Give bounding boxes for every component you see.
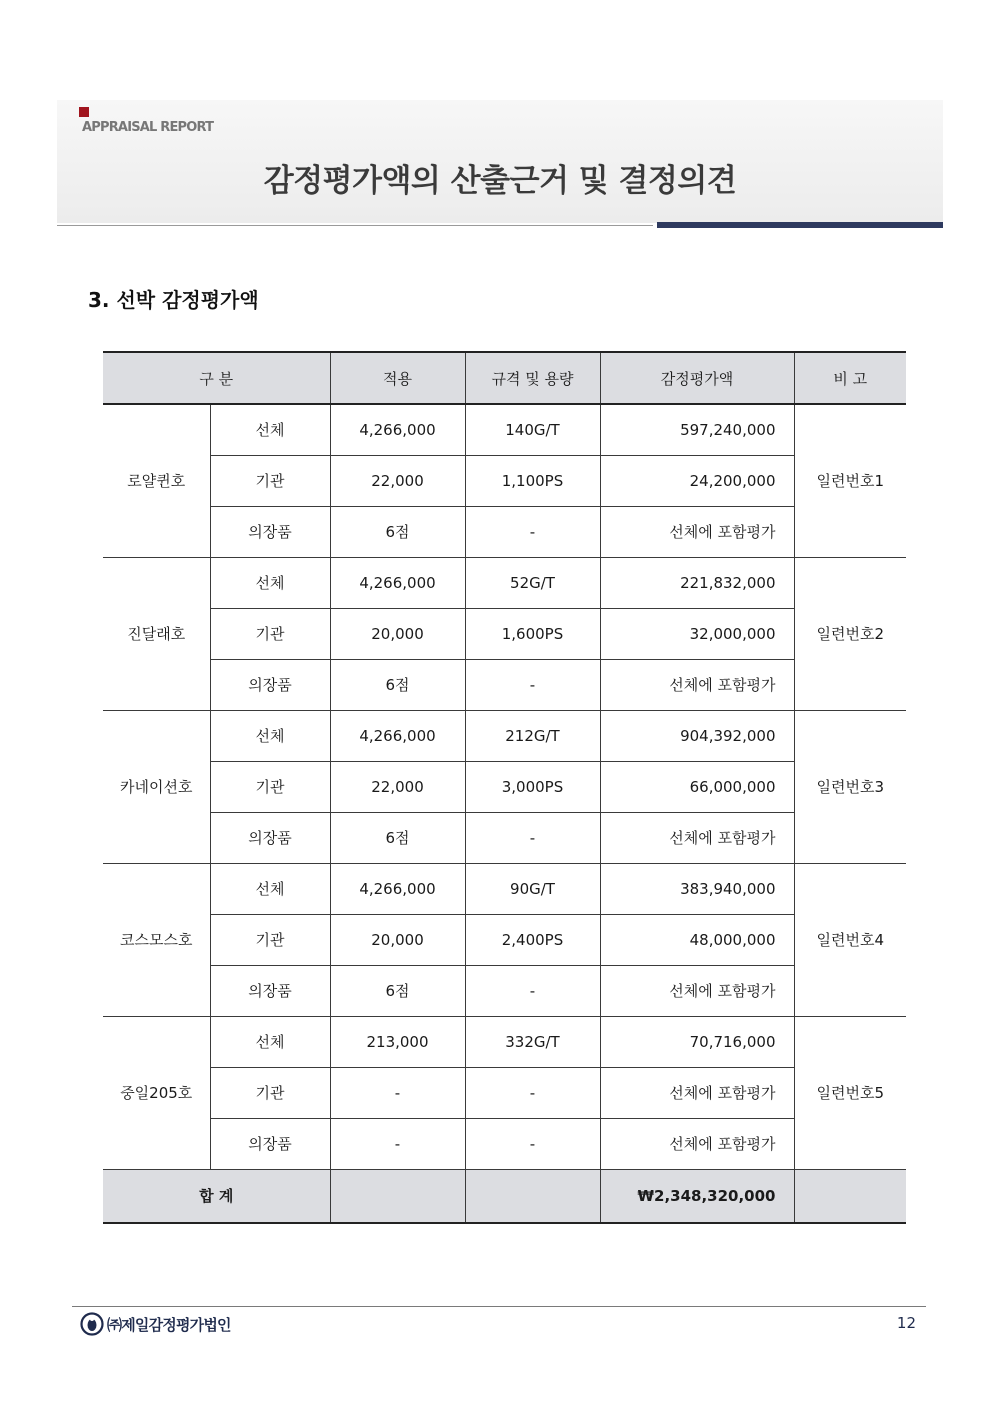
table-row bbox=[103, 761, 906, 812]
applied-value: 6점 bbox=[330, 659, 465, 710]
table-row bbox=[103, 812, 906, 863]
applied-value: 4,266,000 bbox=[330, 404, 465, 455]
table-row bbox=[103, 914, 906, 965]
report-label: APPRAISAL REPORT bbox=[82, 120, 214, 135]
page-number: 12 bbox=[896, 1314, 916, 1332]
spec-value: 2,400PS bbox=[465, 914, 600, 965]
applied-value: 20,000 bbox=[330, 608, 465, 659]
applied-value: 4,266,000 bbox=[330, 557, 465, 608]
item-name: 의장품 bbox=[210, 659, 330, 710]
vessel-name: 로얄퀸호 bbox=[103, 404, 210, 557]
appraised-value: 선체에 포함평가 bbox=[600, 1067, 794, 1118]
table-row bbox=[103, 1016, 906, 1067]
applied-value: 213,000 bbox=[330, 1016, 465, 1067]
remark-cell: 일련번호3 bbox=[794, 710, 906, 863]
appraised-value: 선체에 포함평가 bbox=[600, 659, 794, 710]
remark-cell: 일련번호1 bbox=[794, 404, 906, 557]
header-rule-thick bbox=[657, 222, 943, 228]
item-name: 선체 bbox=[210, 710, 330, 761]
applied-value: 4,266,000 bbox=[330, 710, 465, 761]
vessel-name: 진달래호 bbox=[103, 557, 210, 710]
appraised-value: 선체에 포함평가 bbox=[600, 812, 794, 863]
item-name: 의장품 bbox=[210, 812, 330, 863]
spec-value: 332G/T bbox=[465, 1016, 600, 1067]
spec-value: 52G/T bbox=[465, 557, 600, 608]
item-name: 기관 bbox=[210, 455, 330, 506]
header-category: 구 분 bbox=[103, 352, 330, 404]
appraised-value: 선체에 포함평가 bbox=[600, 506, 794, 557]
item-name: 의장품 bbox=[210, 506, 330, 557]
applied-value: 6점 bbox=[330, 965, 465, 1016]
applied-value: 22,000 bbox=[330, 761, 465, 812]
header-remark: 비 고 bbox=[794, 352, 906, 404]
table-row bbox=[103, 659, 906, 710]
item-name: 선체 bbox=[210, 557, 330, 608]
item-name: 선체 bbox=[210, 863, 330, 914]
spec-value: - bbox=[465, 659, 600, 710]
applied-value: 22,000 bbox=[330, 455, 465, 506]
total-applied-cell bbox=[330, 1169, 465, 1223]
spec-value: 212G/T bbox=[465, 710, 600, 761]
page-title: 감정평가액의 산출근거 및 결정의견 bbox=[263, 163, 737, 199]
appraised-value: 32,000,000 bbox=[600, 608, 794, 659]
table-row bbox=[103, 710, 906, 761]
vessel-name: 중일205호 bbox=[103, 1016, 210, 1169]
item-name: 의장품 bbox=[210, 965, 330, 1016]
applied-value: 20,000 bbox=[330, 914, 465, 965]
table-row bbox=[103, 506, 906, 557]
appraised-value: 597,240,000 bbox=[600, 404, 794, 455]
spec-value: - bbox=[465, 965, 600, 1016]
item-name: 선체 bbox=[210, 404, 330, 455]
appraised-value: 선체에 포함평가 bbox=[600, 965, 794, 1016]
applied-value: 4,266,000 bbox=[330, 863, 465, 914]
table-header-row bbox=[103, 352, 906, 404]
applied-value: - bbox=[330, 1067, 465, 1118]
spec-value: 3,000PS bbox=[465, 761, 600, 812]
spec-value: - bbox=[465, 1067, 600, 1118]
spec-value: 1,100PS bbox=[465, 455, 600, 506]
item-name: 기관 bbox=[210, 608, 330, 659]
header-value: 감정평가액 bbox=[600, 352, 794, 404]
appraised-value: 221,832,000 bbox=[600, 557, 794, 608]
spec-value: 1,600PS bbox=[465, 608, 600, 659]
table-row bbox=[103, 608, 906, 659]
vessel-name: 카네이션호 bbox=[103, 710, 210, 863]
item-name: 기관 bbox=[210, 761, 330, 812]
footer-company-name: ㈜제일감정평가법인 bbox=[107, 1316, 231, 1334]
applied-value: - bbox=[330, 1118, 465, 1169]
appraised-value: 66,000,000 bbox=[600, 761, 794, 812]
table-row bbox=[103, 557, 906, 608]
spec-value: 90G/T bbox=[465, 863, 600, 914]
total-remark-cell bbox=[794, 1169, 906, 1223]
header-spec: 규격 및 용량 bbox=[465, 352, 600, 404]
appraised-value: 383,940,000 bbox=[600, 863, 794, 914]
table-row bbox=[103, 455, 906, 506]
appraised-value: 48,000,000 bbox=[600, 914, 794, 965]
company-logo-icon bbox=[80, 1312, 104, 1336]
table-row bbox=[103, 863, 906, 914]
total-row bbox=[103, 1169, 906, 1223]
appraisal-table bbox=[103, 351, 906, 1224]
item-name: 의장품 bbox=[210, 1118, 330, 1169]
section-heading: 3. 선박 감정평가액 bbox=[88, 288, 259, 312]
applied-value: 6점 bbox=[330, 506, 465, 557]
header-applied: 적용 bbox=[330, 352, 465, 404]
table-row bbox=[103, 965, 906, 1016]
appraised-value: 선체에 포함평가 bbox=[600, 1118, 794, 1169]
item-name: 선체 bbox=[210, 1016, 330, 1067]
appraised-value: 70,716,000 bbox=[600, 1016, 794, 1067]
table-body bbox=[103, 404, 906, 1169]
remark-cell: 일련번호4 bbox=[794, 863, 906, 1016]
item-name: 기관 bbox=[210, 914, 330, 965]
footer-rule bbox=[72, 1306, 926, 1307]
table-row bbox=[103, 1118, 906, 1169]
spec-value: - bbox=[465, 1118, 600, 1169]
applied-value: 6점 bbox=[330, 812, 465, 863]
table-row bbox=[103, 1067, 906, 1118]
appraised-value: 904,392,000 bbox=[600, 710, 794, 761]
total-value: ₩2,348,320,000 bbox=[600, 1169, 794, 1223]
item-name: 기관 bbox=[210, 1067, 330, 1118]
remark-cell: 일련번호5 bbox=[794, 1016, 906, 1169]
table-row bbox=[103, 404, 906, 455]
total-spec-cell bbox=[465, 1169, 600, 1223]
appraised-value: 24,200,000 bbox=[600, 455, 794, 506]
vessel-name: 코스모스호 bbox=[103, 863, 210, 1016]
spec-value: - bbox=[465, 812, 600, 863]
remark-cell: 일련번호2 bbox=[794, 557, 906, 710]
spec-value: 140G/T bbox=[465, 404, 600, 455]
header-rule-thin bbox=[57, 225, 653, 226]
spec-value: - bbox=[465, 506, 600, 557]
header-accent-square bbox=[79, 107, 89, 117]
total-label: 합 계 bbox=[103, 1169, 330, 1223]
